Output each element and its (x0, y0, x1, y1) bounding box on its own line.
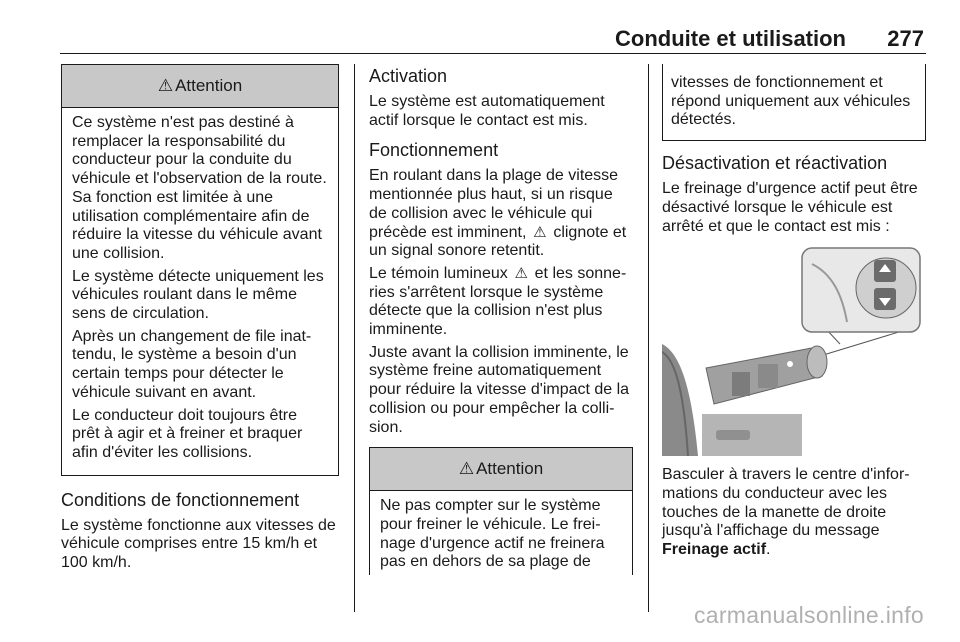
column-divider (648, 64, 649, 612)
warning-triangle-icon: ⚠ (458, 459, 475, 479)
column-3 (662, 64, 926, 564)
column-2 (369, 66, 633, 575)
collision-warning-icon: ⚠ (514, 264, 528, 282)
warning-triangle-icon: ⚠ (157, 76, 174, 95)
section-heading: Activation (369, 66, 448, 86)
page-header (60, 24, 926, 54)
body-paragraph: Le système fonctionne aux vitesses de véhicule comprises entre 15 km/h et 100 km/h. (61, 516, 336, 572)
section-title: Conduite et utilisation (615, 26, 846, 51)
text-run: Le témoin lumineux (369, 264, 508, 282)
stalk-end (807, 346, 827, 378)
stalk-ring (758, 364, 778, 388)
dash-button (716, 430, 750, 440)
body-paragraph: Le freinage d'urgence actif peut être désactivé lorsque le véhicule est arrêté et que le contact est mis : (662, 180, 918, 235)
stalk-dot (787, 361, 793, 367)
column-divider (354, 64, 355, 612)
attention-box-continued (662, 64, 926, 141)
attention-body (370, 491, 632, 584)
column-1 (61, 64, 339, 577)
section-heading: Désactivation et réactivation (662, 153, 888, 174)
page-number: 277 (887, 26, 924, 51)
body-paragraph (369, 265, 633, 340)
stalk-ring (732, 372, 750, 396)
attention-header (62, 65, 338, 108)
attention-paragraph: Le conducteur doit toujours être prêt à agir et à freiner et braquer afin d'éviter les collisions. (72, 406, 303, 461)
body-paragraph (662, 466, 926, 560)
attention-paragraph: Le système détecte uniquement les véhicules roulant dans le même sens de circulation. (72, 267, 324, 323)
body-paragraph: Le système est automatiquement actif lorsque le contact est mis. (369, 93, 605, 129)
attention-box (369, 447, 633, 575)
attention-paragraph: Après un changement de file inat-tendu, le système a besoin d'un certain temps pour détecter le véhicule suivant en avant. (72, 327, 312, 401)
attention-label: Attention (175, 76, 243, 95)
text-run: et les sonne-ries s'arrêtent lorsque le système détecte que la collision n'est plus imminente. (369, 264, 627, 339)
text-run: En roulant dans la plage de vitesse mentionnée plus haut, si un risque de collision avec le véhicule qui précède est imminent, (369, 167, 619, 241)
watermark: carmanualsonline.info (693, 602, 924, 628)
attention-header (370, 448, 632, 491)
message-name: Freinage actif (662, 541, 767, 559)
text-run: Basculer à travers le centre d'infor-mations du conducteur avec les touches de la manette de droite jusqu'à l'affichage du message (662, 466, 910, 540)
section-heading: Fonctionnement (369, 140, 499, 161)
attention-paragraph: vitesses de fonctionnement et répond uniquement aux véhicules détectés. (671, 74, 911, 129)
attention-paragraph: Ne pas compter sur le système pour freiner le véhicule. Le frei-nage d'urgence actif ne freinera pas en dehors de sa plage de (380, 497, 605, 571)
body-paragraph: Juste avant la collision imminente, le système freine automatiquement pour réduire la vitesse d'impact de la collision ou pour empêcher la colli-sion. (369, 343, 630, 436)
attention-box (61, 64, 339, 476)
text-run: clignote et un signal sonore retentit. (369, 223, 627, 260)
stalk-illustration (662, 244, 926, 456)
attention-body (62, 108, 338, 475)
collision-warning-icon: ⚠ (533, 223, 547, 241)
text-run: . (766, 541, 771, 559)
attention-paragraph: Ce système n'est pas destiné à remplacer la responsabilité du conducteur pour la conduite du véhicule et l'observation de la route. Sa fonction est limitée à une utilisation complémentaire afin de réduire la vitesse du véhicule avant une collision. (72, 114, 327, 262)
attention-label: Attention (476, 459, 544, 479)
body-paragraph (369, 167, 633, 261)
header-rule (60, 53, 926, 54)
section-heading: Conditions de fonctionnement (61, 489, 300, 510)
